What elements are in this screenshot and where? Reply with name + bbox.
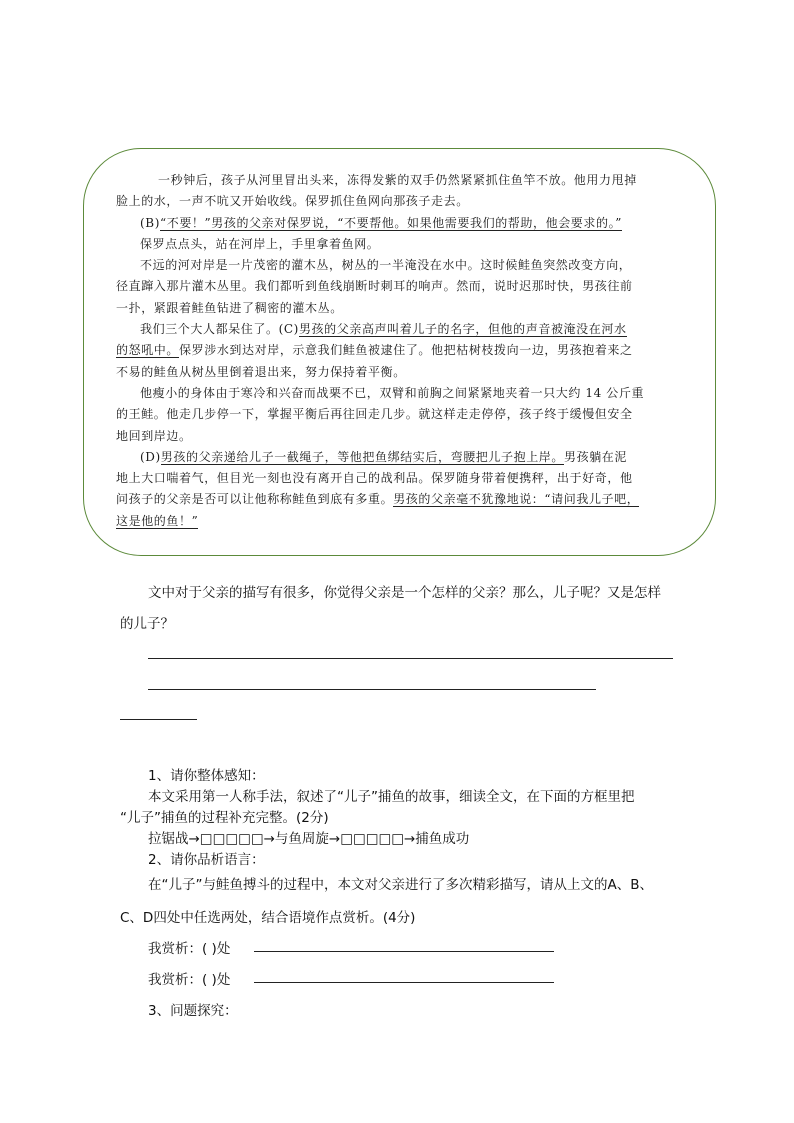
underlined-sentence-c: 的怒吼中。 [116, 343, 180, 358]
q2-body: 在“儿子”与鲑鱼搏斗的过程中，本文对父亲进行了多次精彩描写，请从上文的A、B、 [148, 877, 653, 893]
paragraph [116, 234, 696, 255]
underlined-sentence-c: 男孩的父亲高声叫着儿子的名字，但他的声音被淹没在河水 [298, 322, 627, 337]
passage-text: 一扑，紧跟着鲑鱼钻进了稠密的灌木丛。 [116, 300, 343, 315]
mark-d: (D) [140, 449, 161, 464]
question-a-line2: 的儿子？ [120, 616, 174, 632]
q1-flow: 拉锯战→□□□□□→与鱼周旋→□□□□□→捕鱼成功 [148, 831, 470, 847]
passage-text: 地上大口喘着气，但目光一刻也没有离开自己的战利品。保罗随身带着便携秤，出于好奇，他 [116, 471, 633, 486]
passage-text: 保罗涉水到达对岸，示意我们鲑鱼被逮住了。他把枯树枝拨向一边，男孩抱着来之 [179, 343, 633, 358]
passage-text: 一秒钟后，孩子从河里冒出头来，冻得发紫的双手仍然紧紧抓住鱼竿不放。他用力甩掉 [158, 173, 637, 187]
passage-text: 我们三个大人都呆住了。(C) [140, 322, 299, 337]
paragraph-d [116, 447, 696, 532]
q1-body: 本文采用第一人称手法，叙述了“儿子”捕鱼的故事，细读全文，在下面的方框里把 [148, 789, 635, 805]
passage-text: 问孩子的父亲是否可以让他称称鲑鱼到底有多重。 [116, 492, 394, 507]
q3-title: 3、问题探究： [148, 1003, 238, 1019]
answer-line[interactable] [254, 982, 554, 983]
paragraph [116, 170, 696, 213]
q2-title: 2、请你品析语言： [148, 852, 265, 868]
passage-text: 保罗点点头，站在河岸上，手里拿着鱼网。 [140, 236, 380, 251]
paragraph [116, 383, 696, 447]
reading-passage [116, 170, 696, 532]
underlined-sentence-d: 男孩的父亲递给儿子一截绳子，等他把鱼绑结实后，弯腰把儿子抱上岸。 [160, 449, 564, 464]
passage-text: 他瘦小的身体由于寒冷和兴奋而战栗不已，双臂和前胸之间紧紧地夹着一只大约 14 公斤重 [140, 385, 645, 400]
underlined-sentence-a: 男孩的父亲毫不犹豫地说：“请问我儿子吧， [393, 492, 640, 507]
q1-title: 1、请你整体感知： [148, 768, 265, 784]
mark-b: (B) [140, 215, 160, 230]
passage-text: 男孩躺在泥 [564, 449, 628, 464]
q2-answer-label: 我赏析：( )处 [148, 941, 231, 957]
passage-text: 的王鲑。他走几步停一下，掌握平衡后再往回走几步。就这样走走停停，孩子终于缓慢但安全 [116, 407, 633, 422]
paragraph-c [116, 319, 696, 383]
answer-line[interactable] [120, 719, 197, 720]
passage-text: 不易的鲑鱼从树丛里倒着退出来，努力保持着平衡。 [116, 364, 406, 379]
passage-text: 不远的河对岸是一片茂密的灌木丛，树丛的一半淹没在水中。这时候鲑鱼突然改变方向， [140, 258, 632, 273]
paragraph [116, 255, 696, 319]
passage-text: 径直蹿入那片灌木丛里。我们都听到鱼线崩断时刺耳的响声。然而，说时迟那时快，男孩往前 [116, 279, 633, 294]
answer-line[interactable] [254, 951, 554, 952]
q1-body: “儿子”捕鱼的过程补充完整。(2分) [120, 810, 329, 826]
passage-text: 脸上的水，一声不吭又开始收线。保罗抓住鱼网向那孩子走去。 [116, 194, 469, 209]
underlined-sentence-a: 这是他的鱼！” [116, 513, 199, 528]
passage-text: 地回到岸边。 [116, 428, 192, 443]
answer-line[interactable] [148, 689, 596, 690]
q2-answer-label: 我赏析：( )处 [148, 972, 231, 988]
answer-line[interactable] [148, 658, 673, 659]
question-a-line1: 文中对于父亲的描写有很多，你觉得父亲是一个怎样的父亲？那么，儿子呢？又是怎样 [148, 585, 661, 601]
paragraph-b [116, 213, 696, 234]
q2-body: C、D四处中任选两处，结合语境作点赏析。(4分) [120, 910, 416, 926]
underlined-sentence-b: “不要！”男孩的父亲对保罗说，“不要帮他。如果他需要我们的帮助，他会要求的。” [159, 215, 622, 230]
